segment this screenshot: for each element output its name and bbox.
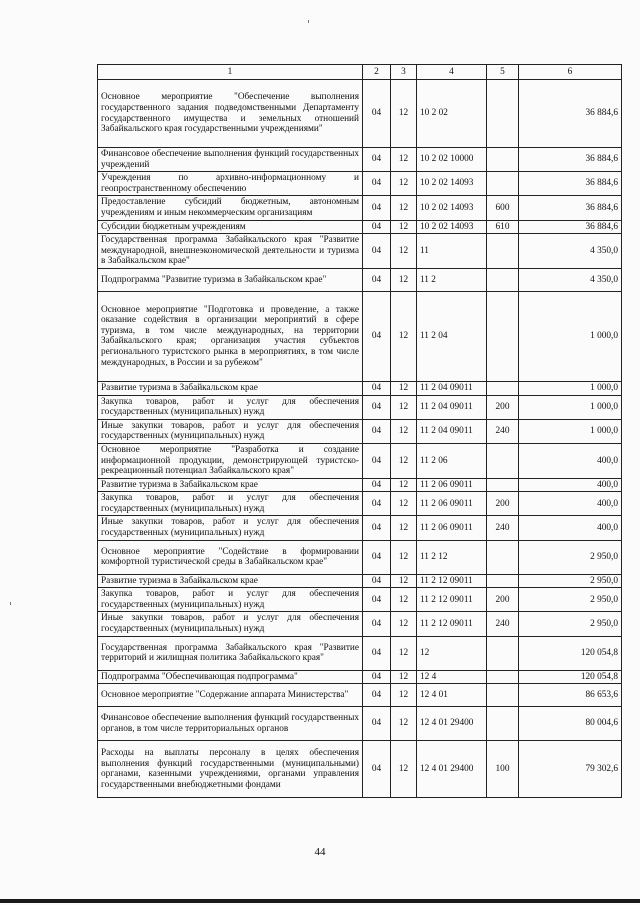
row-section: 04 xyxy=(363,148,391,172)
row-subsection: 12 xyxy=(391,516,417,540)
row-target-code: 11 2 06 09011 xyxy=(417,516,487,540)
row-name: Иные закупки товаров, работ и услуг для обеспечения государственных (муниципальных) нужд xyxy=(98,612,363,636)
table-row xyxy=(98,395,622,419)
row-name: Иные закупки товаров, работ и услуг для обеспечения государственных (муниципальных) нужд xyxy=(98,419,363,443)
row-subsection: 12 xyxy=(391,540,417,574)
row-target-code: 10 2 02 xyxy=(417,80,487,148)
row-subsection: 12 xyxy=(391,291,417,381)
table-row xyxy=(98,443,622,478)
row-amount: 36 884,6 xyxy=(519,148,622,172)
row-section: 04 xyxy=(363,707,391,741)
row-target-code: 12 4 01 29400 xyxy=(417,741,487,798)
row-amount: 4 350,0 xyxy=(519,234,622,269)
row-amount: 1 000,0 xyxy=(519,381,622,395)
row-subsection: 12 xyxy=(391,220,417,234)
row-expense-type xyxy=(487,381,519,395)
row-subsection: 12 xyxy=(391,443,417,478)
row-expense-type: 200 xyxy=(487,492,519,516)
row-name: Учреждения по архивно-информационному и геопространственному обеспечению xyxy=(98,172,363,196)
table-row xyxy=(98,268,622,291)
header-col-2: 2 xyxy=(363,65,391,80)
row-name: Подпрограмма "Обеспечивающая подпрограмма" xyxy=(98,670,363,684)
row-amount: 79 302,6 xyxy=(519,741,622,798)
table-row xyxy=(98,234,622,269)
row-expense-type xyxy=(487,443,519,478)
row-expense-type xyxy=(487,478,519,492)
row-section: 04 xyxy=(363,381,391,395)
row-section: 04 xyxy=(363,492,391,516)
table-row xyxy=(98,291,622,381)
row-section: 04 xyxy=(363,268,391,291)
row-subsection: 12 xyxy=(391,588,417,612)
row-section: 04 xyxy=(363,588,391,612)
row-section: 04 xyxy=(363,612,391,636)
row-subsection: 12 xyxy=(391,234,417,269)
row-target-code: 12 4 01 xyxy=(417,684,487,707)
table-row xyxy=(98,419,622,443)
table-header-row xyxy=(98,65,622,80)
table-row xyxy=(98,574,622,588)
row-expense-type xyxy=(487,574,519,588)
row-amount: 1 000,0 xyxy=(519,395,622,419)
row-section: 04 xyxy=(363,395,391,419)
row-subsection: 12 xyxy=(391,670,417,684)
row-target-code: 11 2 04 09011 xyxy=(417,381,487,395)
scan-edge-bar xyxy=(0,899,640,903)
row-expense-type: 600 xyxy=(487,196,519,220)
row-name: Основное мероприятие "Обеспечение выполнения государственного задания подведомственными Департаменту государственного имущества и земельных отношений Забайкальского края государственными учреждениями" xyxy=(98,80,363,148)
row-target-code: 12 4 xyxy=(417,670,487,684)
row-expense-type xyxy=(487,234,519,269)
row-section: 04 xyxy=(363,196,391,220)
row-expense-type: 240 xyxy=(487,516,519,540)
row-expense-type xyxy=(487,291,519,381)
row-amount: 86 653,6 xyxy=(519,684,622,707)
row-section: 04 xyxy=(363,636,391,670)
page-number: 44 xyxy=(314,846,326,858)
table-row xyxy=(98,478,622,492)
row-name: Финансовое обеспечение выполнения функций государственных учреждений xyxy=(98,148,363,172)
row-amount: 400,0 xyxy=(519,478,622,492)
row-target-code: 10 2 02 14093 xyxy=(417,220,487,234)
table-row xyxy=(98,612,622,636)
row-name: Основное мероприятие "Содержание аппарата Министерства" xyxy=(98,684,363,707)
header-col-6: 6 xyxy=(519,65,622,80)
row-target-code: 11 2 12 09011 xyxy=(417,588,487,612)
row-expense-type xyxy=(487,670,519,684)
header-col-4: 4 xyxy=(417,65,487,80)
row-subsection: 12 xyxy=(391,574,417,588)
row-expense-type xyxy=(487,148,519,172)
row-subsection: 12 xyxy=(391,612,417,636)
row-target-code: 12 4 01 29400 xyxy=(417,707,487,741)
row-subsection: 12 xyxy=(391,268,417,291)
row-section: 04 xyxy=(363,220,391,234)
row-target-code: 10 2 02 14093 xyxy=(417,172,487,196)
row-name: Субсидии бюджетным учреждениям xyxy=(98,220,363,234)
row-target-code: 11 2 06 xyxy=(417,443,487,478)
row-name: Основное мероприятие "Содействие в формировании комфортной туристической среды в Забайкальском крае" xyxy=(98,540,363,574)
row-section: 04 xyxy=(363,172,391,196)
row-amount: 120 054,8 xyxy=(519,670,622,684)
row-expense-type: 240 xyxy=(487,419,519,443)
table-row xyxy=(98,196,622,220)
row-target-code: 11 2 xyxy=(417,268,487,291)
row-subsection: 12 xyxy=(391,80,417,148)
table-row xyxy=(98,220,622,234)
row-name: Государственная программа Забайкальского края "Развитие территорий и жилищная политика Забайкальского края" xyxy=(98,636,363,670)
row-amount: 400,0 xyxy=(519,443,622,478)
table-row xyxy=(98,588,622,612)
row-subsection: 12 xyxy=(391,741,417,798)
row-amount: 1 000,0 xyxy=(519,291,622,381)
row-name: Основное мероприятие "Разработка и создание информационной продукции, демонстрирующей туристско-рекреационный потенциал Забайкальского края" xyxy=(98,443,363,478)
header-col-5: 5 xyxy=(487,65,519,80)
row-name: Предоставление субсидий бюджетным, автономным учреждениям и иным некоммерческим организациям xyxy=(98,196,363,220)
row-expense-type xyxy=(487,636,519,670)
row-section: 04 xyxy=(363,80,391,148)
table-row xyxy=(98,172,622,196)
row-section: 04 xyxy=(363,574,391,588)
budget-table-body xyxy=(98,65,622,798)
row-section: 04 xyxy=(363,478,391,492)
row-expense-type xyxy=(487,684,519,707)
table-row xyxy=(98,80,622,148)
row-subsection: 12 xyxy=(391,478,417,492)
row-name: Иные закупки товаров, работ и услуг для обеспечения государственных (муниципальных) нужд xyxy=(98,516,363,540)
row-target-code: 11 2 12 xyxy=(417,540,487,574)
row-target-code: 11 2 12 09011 xyxy=(417,612,487,636)
row-amount: 36 884,6 xyxy=(519,80,622,148)
table-row xyxy=(98,741,622,798)
row-expense-type xyxy=(487,707,519,741)
row-subsection: 12 xyxy=(391,196,417,220)
row-name: Финансовое обеспечение выполнения функций государственных органов, в том числе территориальных органов xyxy=(98,707,363,741)
row-amount: 4 350,0 xyxy=(519,268,622,291)
row-target-code: 11 2 04 09011 xyxy=(417,395,487,419)
row-name: Развитие туризма в Забайкальском крае xyxy=(98,381,363,395)
row-amount: 36 884,6 xyxy=(519,196,622,220)
row-section: 04 xyxy=(363,670,391,684)
row-amount: 2 950,0 xyxy=(519,540,622,574)
row-expense-type xyxy=(487,172,519,196)
table-row xyxy=(98,516,622,540)
header-col-3: 3 xyxy=(391,65,417,80)
row-name: Развитие туризма в Забайкальском крае xyxy=(98,478,363,492)
row-subsection: 12 xyxy=(391,492,417,516)
row-target-code: 11 2 06 09011 xyxy=(417,478,487,492)
row-name: Закупка товаров, работ и услуг для обеспечения государственных (муниципальных) нужд xyxy=(98,395,363,419)
table-row xyxy=(98,540,622,574)
row-expense-type: 200 xyxy=(487,395,519,419)
row-expense-type xyxy=(487,80,519,148)
row-section: 04 xyxy=(363,234,391,269)
row-name: Закупка товаров, работ и услуг для обеспечения государственных (муниципальных) нужд xyxy=(98,492,363,516)
table-row xyxy=(98,148,622,172)
row-name: Основное мероприятие "Подготовка и проведение, а также оказание содействия в организации мероприятий в сфере туризма, в том числе международных, на территории Забайкальского края; организация участия субъектов регионального туристского рынка в мероприятиях, в том числе международных, в России и за рубежом" xyxy=(98,291,363,381)
row-target-code: 11 2 12 09011 xyxy=(417,574,487,588)
row-amount: 2 950,0 xyxy=(519,612,622,636)
row-subsection: 12 xyxy=(391,636,417,670)
row-subsection: 12 xyxy=(391,172,417,196)
row-amount: 80 004,6 xyxy=(519,707,622,741)
row-expense-type: 610 xyxy=(487,220,519,234)
row-subsection: 12 xyxy=(391,381,417,395)
row-amount: 400,0 xyxy=(519,516,622,540)
table-row xyxy=(98,492,622,516)
row-section: 04 xyxy=(363,540,391,574)
row-name: Закупка товаров, работ и услуг для обеспечения государственных (муниципальных) нужд xyxy=(98,588,363,612)
table-row xyxy=(98,707,622,741)
budget-table xyxy=(97,64,622,798)
row-target-code: 11 2 04 xyxy=(417,291,487,381)
row-expense-type: 240 xyxy=(487,612,519,636)
row-amount: 2 950,0 xyxy=(519,588,622,612)
table-row xyxy=(98,670,622,684)
row-amount: 120 054,8 xyxy=(519,636,622,670)
row-target-code: 11 2 06 09011 xyxy=(417,492,487,516)
row-target-code: 10 2 02 14093 xyxy=(417,196,487,220)
row-target-code: 12 xyxy=(417,636,487,670)
row-subsection: 12 xyxy=(391,395,417,419)
row-target-code: 11 2 04 09011 xyxy=(417,419,487,443)
row-amount: 400,0 xyxy=(519,492,622,516)
row-target-code: 11 xyxy=(417,234,487,269)
row-name: Расходы на выплаты персоналу в целях обеспечения выполнения функций государственными (муниципальными) органами, казенными учреждениями, органами управления государственными внебюджетными фондами xyxy=(98,741,363,798)
row-target-code: 10 2 02 10000 xyxy=(417,148,487,172)
row-section: 04 xyxy=(363,741,391,798)
row-amount: 36 884,6 xyxy=(519,172,622,196)
row-expense-type: 100 xyxy=(487,741,519,798)
row-section: 04 xyxy=(363,443,391,478)
row-section: 04 xyxy=(363,516,391,540)
row-name: Развитие туризма в Забайкальском крае xyxy=(98,574,363,588)
row-amount: 2 950,0 xyxy=(519,574,622,588)
scan-speck xyxy=(308,20,309,23)
row-expense-type: 200 xyxy=(487,588,519,612)
scan-speck xyxy=(10,602,11,605)
row-name: Государственная программа Забайкальского края "Развитие международной, внешнеэкономической деятельности и туризма в Забайкальском крае" xyxy=(98,234,363,269)
row-section: 04 xyxy=(363,419,391,443)
row-subsection: 12 xyxy=(391,419,417,443)
row-subsection: 12 xyxy=(391,148,417,172)
row-subsection: 12 xyxy=(391,707,417,741)
row-name: Подпрограмма "Развитие туризма в Забайкальском крае" xyxy=(98,268,363,291)
row-expense-type xyxy=(487,268,519,291)
row-amount: 36 884,6 xyxy=(519,220,622,234)
table-row xyxy=(98,684,622,707)
row-section: 04 xyxy=(363,291,391,381)
header-col-1: 1 xyxy=(98,65,363,80)
table-row xyxy=(98,381,622,395)
row-amount: 1 000,0 xyxy=(519,419,622,443)
row-expense-type xyxy=(487,540,519,574)
row-section: 04 xyxy=(363,684,391,707)
table-row xyxy=(98,636,622,670)
row-subsection: 12 xyxy=(391,684,417,707)
